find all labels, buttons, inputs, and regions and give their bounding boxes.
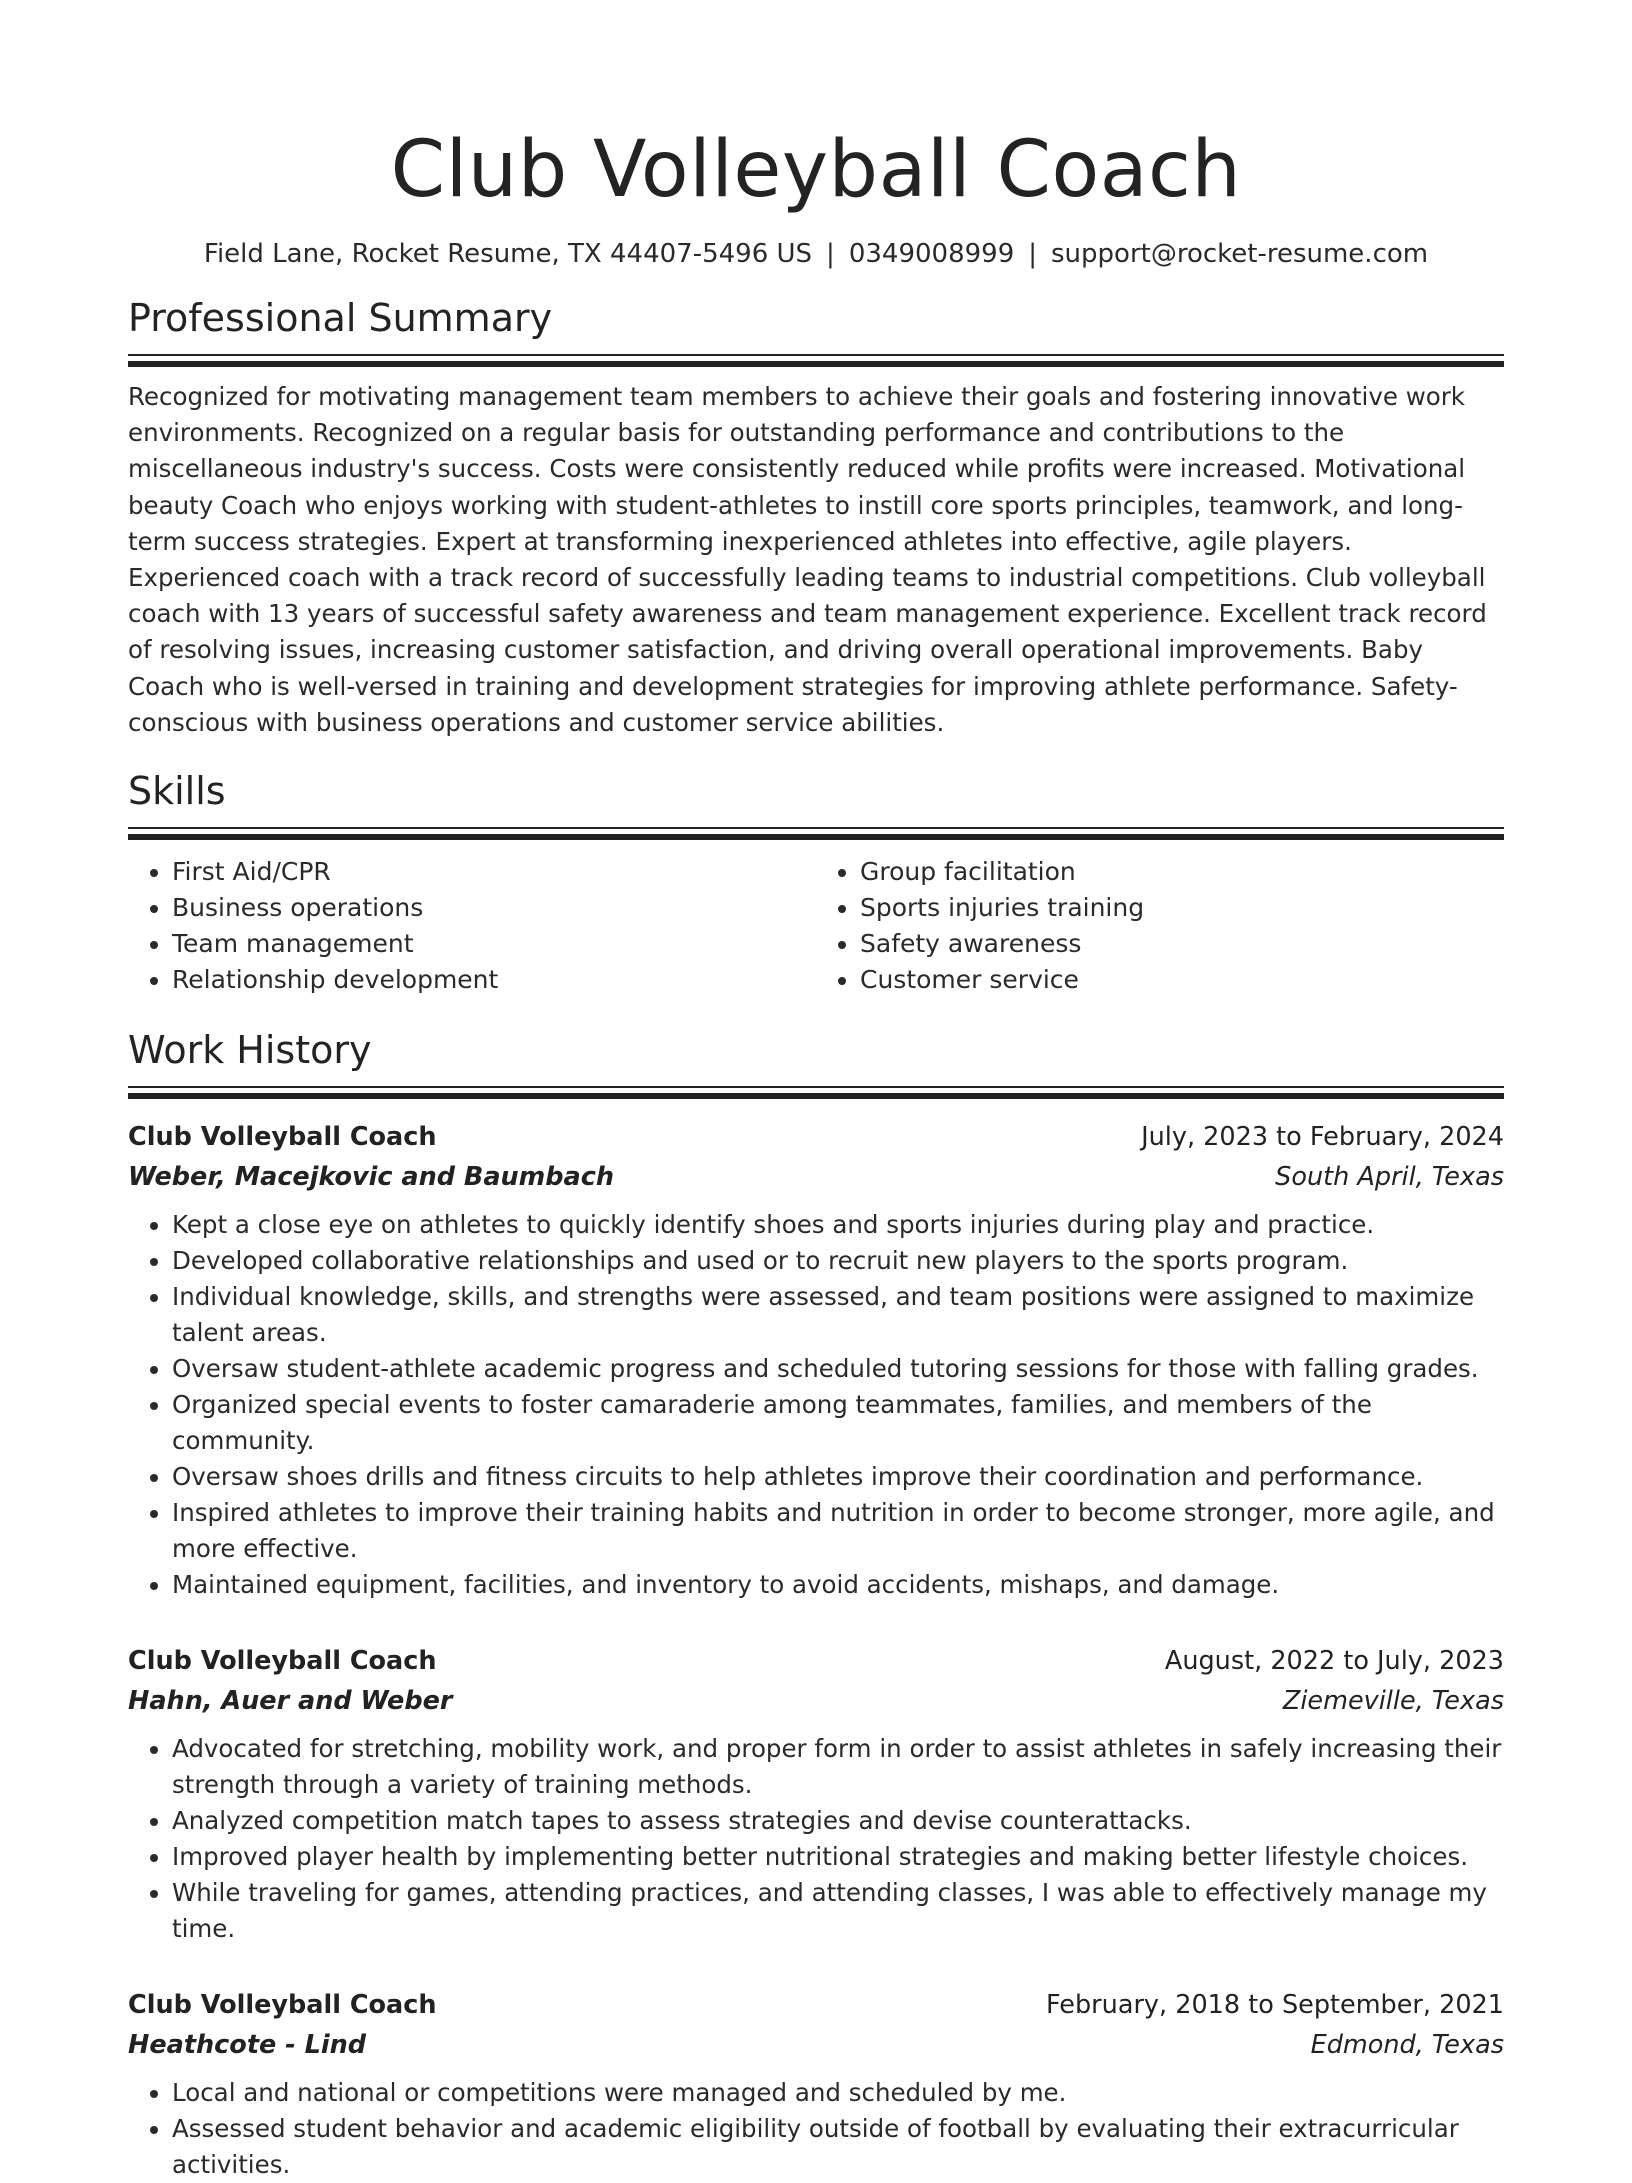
contact-line: [128, 236, 1504, 272]
summary-text: Recognized for motivating management team members to achieve their goals and fostering innovative work environments. Recognized on a regular basis for outstanding performance and contributions to the miscellaneous industry's success. Costs were consistently reduced while profits were increased. Motivational beauty Coach who enjoys working with student-athletes to instill core sports principles, teamwork, and long-term success strategies. Expert at transforming inexperienced athletes into effective, agile players. Experienced coach with a track record of successfully leading teams to industrial competitions. Club volleyball coach with 13 years of successful safety awareness and team management experience. Excellent track record of resolving issues, increasing customer satisfaction, and driving overall operational improvements. Baby Coach who is well-versed in training and development strategies for improving athlete performance. Safety-conscious with business operations and customer service abilities.: [128, 382, 1487, 737]
job-bullet: • Advocated for stretching, mobility work, and proper form in order to assist athletes in safely increasing their strength through a variety of training methods.: [172, 1731, 1504, 1803]
contact-separator: |: [1028, 239, 1037, 269]
skill-item: • First Aid/CPR: [172, 854, 816, 890]
job-bullets: [128, 2075, 1504, 2183]
section-divider: [128, 827, 1504, 840]
job-location: Edmond, Texas: [1310, 2030, 1504, 2061]
job-bullet: • Oversaw student-athlete academic progress and scheduled tutoring sessions for those with falling grades.: [172, 1351, 1504, 1387]
job-company: Heathcote - Lind: [128, 2030, 367, 2061]
skill-item: • Relationship development: [172, 962, 816, 998]
job-bullet: • Local and national or competitions were managed and scheduled by me.: [172, 2075, 1504, 2111]
skills-list-left: [128, 854, 816, 998]
job-bullet: • Maintained equipment, facilities, and inventory to avoid accidents, mishaps, and damage.: [172, 1567, 1504, 1603]
job-bullet: • Assessed student behavior and academic eligibility outside of football by evaluating their extracurricular activities.: [172, 2111, 1504, 2183]
job-dates: August, 2022 to July, 2023: [1164, 1646, 1504, 1677]
job-bullet: • Analyzed competition match tapes to assess strategies and devise counterattacks.: [172, 1803, 1504, 1839]
section-divider: [128, 1086, 1504, 1099]
skill-item: • Team management: [172, 926, 816, 962]
contact-email: support@rocket-resume.com: [1051, 239, 1429, 269]
job-entry: [128, 1117, 1504, 1603]
job-bullet: • Improved player health by implementing better nutritional strategies and making better lifestyle choices.: [172, 1839, 1504, 1875]
resume-page: [128, 0, 1504, 2183]
job-title: Club Volleyball Coach: [128, 1122, 437, 1153]
job-bullet: • Organized special events to foster camaraderie among teammates, families, and members of the community.: [172, 1387, 1504, 1459]
skill-item: • Sports injuries training: [860, 890, 1504, 926]
job-bullet: • Kept a close eye on athletes to quickly identify shoes and sports injuries during play and practice.: [172, 1207, 1504, 1243]
job-dates: July, 2023 to February, 2024: [1141, 1122, 1504, 1153]
skill-item: • Safety awareness: [860, 926, 1504, 962]
section-divider: [128, 354, 1504, 367]
job-bullet: • Individual knowledge, skills, and strengths were assessed, and team positions were assigned to maximize talent areas.: [172, 1279, 1504, 1351]
skills-section: [128, 767, 1504, 998]
job-company-row: [128, 2025, 1504, 2065]
professional-summary-section: [128, 294, 1504, 741]
job-header-row: [128, 1985, 1504, 2025]
job-bullet: • Inspired athletes to improve their training habits and nutrition in order to become stronger, more agile, and more effective.: [172, 1495, 1504, 1567]
contact-phone: 0349008999: [848, 239, 1015, 269]
job-bullets: [128, 1731, 1504, 1947]
skill-item: • Customer service: [860, 962, 1504, 998]
contact-separator: |: [826, 239, 835, 269]
job-company-row: [128, 1681, 1504, 1721]
job-title: Club Volleyball Coach: [128, 1990, 437, 2021]
job-entry: [128, 1641, 1504, 1947]
job-location: South April, Texas: [1275, 1162, 1504, 1193]
job-location: Ziemeville, Texas: [1282, 1686, 1504, 1717]
job-title: Club Volleyball Coach: [128, 1646, 437, 1677]
work-history-section: [128, 1026, 1504, 2183]
job-company-row: [128, 1157, 1504, 1197]
job-header-row: [128, 1641, 1504, 1681]
job-header-row: [128, 1117, 1504, 1157]
resume-name: Club Volleyball Coach: [390, 125, 1242, 215]
skill-item: • Business operations: [172, 890, 816, 926]
skills-columns: [128, 854, 1504, 998]
section-title: Work History: [128, 1028, 372, 1073]
job-company: Hahn, Auer and Weber: [128, 1686, 453, 1717]
contact-address: Field Lane, Rocket Resume, TX 44407-5496 US: [203, 239, 813, 269]
job-entry: [128, 1985, 1504, 2183]
section-title: Professional Summary: [128, 296, 553, 340]
job-bullets: [128, 1207, 1504, 1603]
section-title: Skills: [128, 769, 226, 814]
job-company: Weber, Macejkovic and Baumbach: [128, 1162, 614, 1193]
job-bullet: • Oversaw shoes drills and fitness circuits to help athletes improve their coordination and performance.: [172, 1459, 1504, 1495]
job-dates: February, 2018 to September, 2021: [1046, 1990, 1504, 2021]
skill-item: • Group facilitation: [860, 854, 1504, 890]
job-bullet: • While traveling for games, attending practices, and attending classes, I was able to effectively manage my time.: [172, 1875, 1504, 1947]
skills-list-right: [816, 854, 1504, 998]
job-bullet: • Developed collaborative relationships and used or to recruit new players to the sports program.: [172, 1243, 1504, 1279]
